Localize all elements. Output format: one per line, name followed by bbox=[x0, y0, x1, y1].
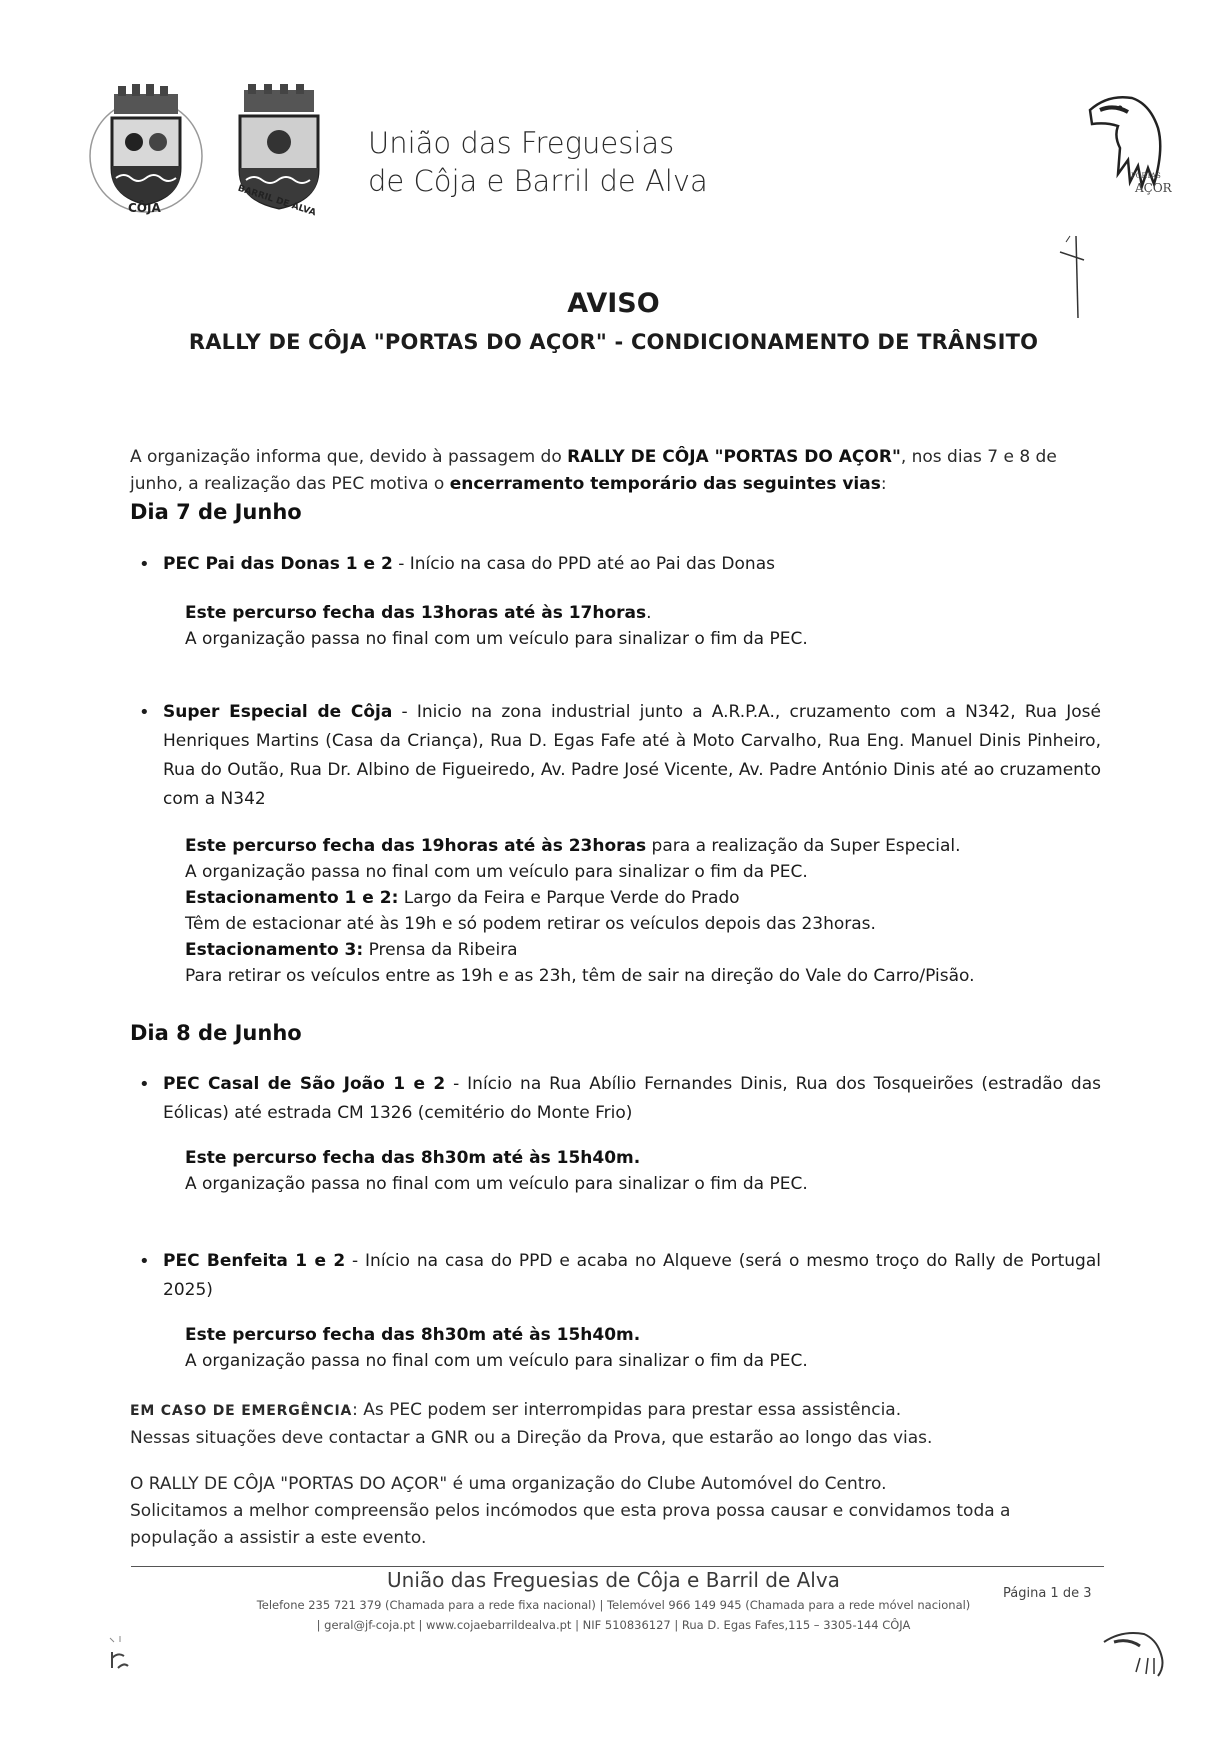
emergency-paragraph bbox=[130, 1397, 1105, 1452]
footer-divider bbox=[131, 1566, 1104, 1567]
closure-purpose: para a realização da Super Especial. bbox=[646, 836, 961, 856]
bullet-icon: • bbox=[139, 1074, 150, 1095]
day-7-heading: Dia 7 de Junho bbox=[130, 500, 302, 524]
closure-hours: Este percurso fecha das 8h30m até às 15h40m. bbox=[185, 1148, 641, 1168]
eagle-logo-text-portas: PORTAS bbox=[1131, 172, 1161, 180]
footer-eagle-logo bbox=[1100, 1628, 1170, 1678]
emergency-text-2: Nessas situações deve contactar a GNR ou a Direção da Prova, que estarão ao longo das vias. bbox=[130, 1428, 933, 1448]
closure-hours: Este percurso fecha das 8h30m até às 15h40m. bbox=[185, 1325, 641, 1345]
emergency-text-1: : As PEC podem ser interrompidas para prestar essa assistência. bbox=[352, 1400, 902, 1420]
intro-text-1: A organização informa que, devido à passagem do bbox=[130, 447, 568, 467]
intro-paragraph bbox=[130, 444, 1105, 498]
closure-block-casal-sao-joao bbox=[185, 1145, 1085, 1197]
intro-closure-phrase: encerramento temporário das seguintes vias bbox=[449, 474, 881, 494]
eagle-logo-text-acor: AÇOR bbox=[1135, 181, 1172, 195]
closure-block-super-especial bbox=[185, 833, 1085, 989]
intro-text-4: : bbox=[880, 474, 887, 494]
closure-block-pai-das-donas bbox=[185, 600, 1085, 652]
closure-note: A organização passa no final com um veículo para sinalizar o fim da PEC. bbox=[185, 862, 808, 882]
footer-contacts-line-1: Telefone 235 721 379 (Chamada para a rede fixa nacional) | Telemóvel 966 149 945 (Chamada para a rede móvel nacional) bbox=[256, 1598, 971, 1612]
item-title: PEC Casal de São João 1 e 2 bbox=[163, 1074, 446, 1094]
intro-text-3: junho, a realização das PEC motiva o bbox=[130, 474, 450, 494]
closing-line-3: população a assistir a este evento. bbox=[130, 1528, 427, 1548]
notice-subtitle: RALLY DE CÔJA "PORTAS DO AÇOR" - CONDICIONAMENTO DE TRÂNSITO bbox=[188, 330, 1039, 354]
list-item-pec-casal-sao-joao bbox=[139, 1070, 1101, 1128]
parking-3-label: Estacionamento 3: bbox=[185, 940, 364, 960]
list-item-pec-benfeita bbox=[139, 1247, 1101, 1305]
organization-title-line2: de Côja e Barril de Alva bbox=[368, 164, 708, 198]
closing-paragraph bbox=[130, 1471, 1105, 1552]
closure-note: A organização passa no final com um veículo para sinalizar o fim da PEC. bbox=[185, 629, 808, 649]
list-item-pec-pai-das-donas bbox=[139, 550, 1101, 579]
item-description: - Início na Rua Abílio Fernandes Dinis, Rua dos Tosqueirões (estradão das Eólicas) até estrada CM 1326 (cemitério do Monte Frio) bbox=[163, 1074, 1101, 1123]
notice-title: AVISO bbox=[567, 288, 660, 319]
bullet-icon: • bbox=[139, 702, 150, 723]
bullet-icon: • bbox=[139, 1251, 150, 1272]
item-description: - Início na casa do PPD até ao Pai das Donas bbox=[392, 554, 775, 574]
item-title: PEC Pai das Donas 1 e 2 bbox=[163, 554, 393, 574]
coja-crest-label: CÔJA bbox=[128, 201, 161, 215]
closure-hours: Este percurso fecha das 19horas até às 23horas bbox=[185, 836, 647, 856]
intro-text-2: , nos dias 7 e 8 de bbox=[900, 447, 1057, 467]
closure-hours: Este percurso fecha das 13horas até às 17horas bbox=[185, 603, 647, 623]
parking-3-location: Prensa da Ribeira bbox=[363, 940, 518, 960]
footer-organization-name: União das Freguesias de Côja e Barril de Alva bbox=[387, 1568, 840, 1592]
intro-rally-name: RALLY DE CÔJA "PORTAS DO AÇOR" bbox=[567, 447, 901, 467]
organization-title bbox=[368, 124, 708, 200]
page-number: Página 1 de 3 bbox=[1003, 1586, 1092, 1601]
closing-line-1: O RALLY DE CÔJA "PORTAS DO AÇOR" é uma organização do Clube Automóvel do Centro. bbox=[130, 1474, 887, 1494]
item-description: - Inicio na zona industrial junto a A.R.P.A., cruzamento com a N342, Rua José Henriques Martins (Casa da Criança), Rua D. Egas Fafe até à Moto Carvalho, Rua Eng. Manuel Dinis Pinheiro, Rua do Outão, Rua Dr. Albino de Figueiredo, Av. Padre José Vicente, Av. Padre António Dinis até ao cruzamento com a N342 bbox=[163, 702, 1102, 809]
closure-note: A organização passa no final com um veículo para sinalizar o fim da PEC. bbox=[185, 1351, 808, 1371]
parking-1-2-note: Têm de estacionar até às 19h e só podem retirar os veículos depois das 23horas. bbox=[185, 914, 876, 934]
list-item-super-especial-coja bbox=[139, 698, 1102, 814]
closure-block-benfeita bbox=[185, 1322, 1085, 1374]
item-title: PEC Benfeita 1 e 2 bbox=[163, 1251, 346, 1271]
footer-small-mark-icon bbox=[108, 1632, 132, 1672]
emergency-label: EM CASO DE EMERGÊNCIA bbox=[130, 1403, 353, 1419]
day-8-heading: Dia 8 de Junho bbox=[130, 1021, 302, 1045]
barril-crest-label: BARRIL DE ALVA bbox=[236, 183, 317, 219]
parking-1-2-label: Estacionamento 1 e 2: bbox=[185, 888, 399, 908]
parking-1-2-location: Largo da Feira e Parque Verde do Prado bbox=[398, 888, 740, 908]
bullet-icon: • bbox=[139, 554, 150, 575]
closing-line-2: Solicitamos a melhor compreensão pelos incómodos que esta prova possa causar e convidamos toda a bbox=[130, 1501, 1011, 1521]
footer-contacts-line-2: | geral@jf-coja.pt | www.cojaebarrildealva.pt | NIF 510836127 | Rua D. Egas Fafes,115 – 3305-144 CÔJA bbox=[316, 1618, 911, 1632]
closure-note: A organização passa no final com um veículo para sinalizar o fim da PEC. bbox=[185, 1174, 808, 1194]
closure-dot: . bbox=[646, 603, 652, 623]
item-title: Super Especial de Côja bbox=[163, 702, 393, 722]
parking-3-note: Para retirar os veículos entre as 19h e as 23h, têm de sair na direção do Vale do Carro/Pisão. bbox=[185, 966, 975, 986]
item-description: - Início na casa do PPD e acaba no Alqueve (será o mesmo troço do Rally de Portugal 2025) bbox=[163, 1251, 1101, 1300]
organization-title-line1: União das Freguesias bbox=[368, 126, 675, 160]
